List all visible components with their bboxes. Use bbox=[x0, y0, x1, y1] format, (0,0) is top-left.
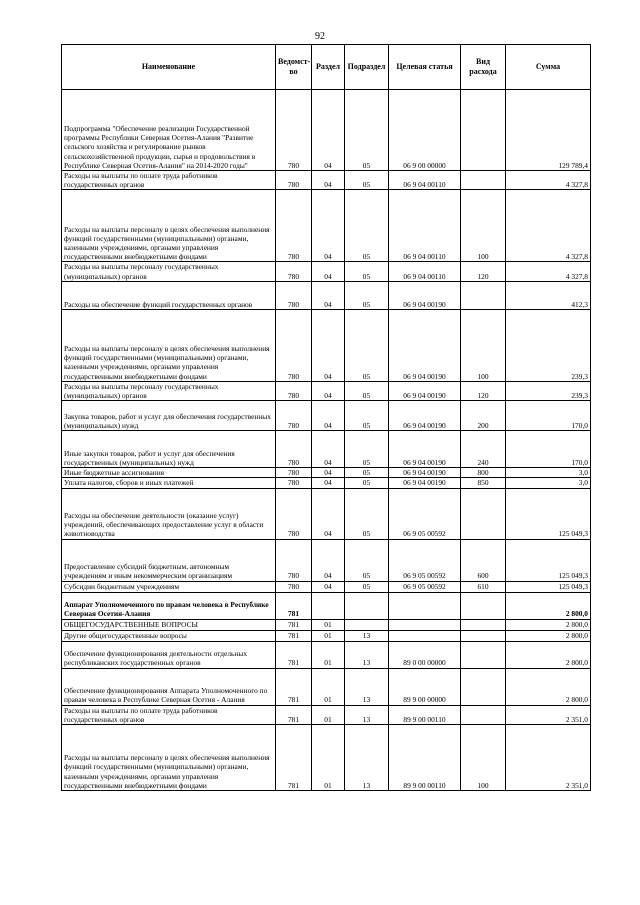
cell-ved: 780 bbox=[276, 262, 312, 281]
cell-razdel: 01 bbox=[312, 630, 345, 641]
cell-celevaya: 06 9 04 00190 bbox=[389, 309, 461, 381]
table-row bbox=[62, 381, 591, 400]
table-header-row bbox=[62, 45, 591, 90]
table-row bbox=[62, 171, 591, 190]
cell-vid: 800 bbox=[461, 468, 506, 478]
cell-podrazdel: 05 bbox=[345, 309, 389, 381]
cell-celevaya: 06 9 04 00190 bbox=[389, 431, 461, 468]
cell-ved: 781 bbox=[276, 619, 312, 630]
cell-ved: 780 bbox=[276, 190, 312, 262]
table-row bbox=[62, 539, 591, 581]
table-row bbox=[62, 431, 591, 468]
cell-ved: 780 bbox=[276, 468, 312, 478]
cell-ved: 780 bbox=[276, 281, 312, 309]
cell-celevaya: 06 9 04 00110 bbox=[389, 262, 461, 281]
cell-vid bbox=[461, 668, 506, 705]
cell-podrazdel: 05 bbox=[345, 381, 389, 400]
table-row bbox=[62, 262, 591, 281]
cell-podrazdel: 13 bbox=[345, 641, 389, 668]
cell-celevaya: 06 9 04 00110 bbox=[389, 190, 461, 262]
cell-podrazdel: 13 bbox=[345, 630, 389, 641]
cell-razdel: 04 bbox=[312, 581, 345, 592]
cell-podrazdel: 13 bbox=[345, 705, 389, 724]
cell-razdel: 04 bbox=[312, 401, 345, 431]
cell-podrazdel: 05 bbox=[345, 478, 389, 488]
cell-name: Обеспечение функционирования Аппарата Уполномоченного по правам человека в Республике Северная Осетия - Алания bbox=[62, 668, 276, 705]
cell-razdel: 04 bbox=[312, 539, 345, 581]
cell-podrazdel: 05 bbox=[345, 171, 389, 190]
cell-razdel: 01 bbox=[312, 641, 345, 668]
table-row bbox=[62, 488, 591, 539]
cell-name: Субсидии бюджетным учреждениям bbox=[62, 581, 276, 592]
cell-vid: 610 bbox=[461, 581, 506, 592]
table-row bbox=[62, 478, 591, 488]
cell-celevaya: 06 9 04 00190 bbox=[389, 381, 461, 400]
cell-summa: 2 800,0 bbox=[506, 592, 591, 619]
cell-summa: 2 351,0 bbox=[506, 725, 591, 791]
cell-razdel: 01 bbox=[312, 705, 345, 724]
cell-vid: 200 bbox=[461, 401, 506, 431]
cell-vid bbox=[461, 488, 506, 539]
cell-podrazdel bbox=[345, 592, 389, 619]
cell-razdel: 04 bbox=[312, 309, 345, 381]
cell-ved: 780 bbox=[276, 581, 312, 592]
cell-vid: 100 bbox=[461, 725, 506, 791]
cell-razdel: 04 bbox=[312, 190, 345, 262]
cell-podrazdel: 05 bbox=[345, 431, 389, 468]
cell-name: Расходы на выплаты по оплате труда работников государственных органов bbox=[62, 171, 276, 190]
col-header-celevaya: Целевая статья bbox=[389, 45, 461, 90]
table-row bbox=[62, 705, 591, 724]
cell-celevaya: 06 9 05 00592 bbox=[389, 539, 461, 581]
cell-celevaya: 06 9 05 00592 bbox=[389, 488, 461, 539]
cell-ved: 780 bbox=[276, 90, 312, 171]
cell-vid bbox=[461, 90, 506, 171]
cell-vid bbox=[461, 641, 506, 668]
cell-summa: 129 789,4 bbox=[506, 90, 591, 171]
cell-summa: 170,0 bbox=[506, 431, 591, 468]
cell-ved: 781 bbox=[276, 725, 312, 791]
cell-summa: 2 800,0 bbox=[506, 641, 591, 668]
cell-podrazdel: 05 bbox=[345, 262, 389, 281]
cell-celevaya: 06 9 04 00190 bbox=[389, 478, 461, 488]
cell-podrazdel: 05 bbox=[345, 90, 389, 171]
cell-podrazdel: 05 bbox=[345, 401, 389, 431]
cell-vid: 120 bbox=[461, 381, 506, 400]
cell-summa: 125 049,3 bbox=[506, 581, 591, 592]
cell-vid bbox=[461, 630, 506, 641]
cell-name: Уплата налогов, сборов и иных платежей bbox=[62, 478, 276, 488]
cell-vid: 850 bbox=[461, 478, 506, 488]
cell-celevaya bbox=[389, 592, 461, 619]
cell-podrazdel: 05 bbox=[345, 488, 389, 539]
col-header-vid: Вид расхода bbox=[461, 45, 506, 90]
table-row bbox=[62, 641, 591, 668]
cell-name: Предоставление субсидий бюджетным, автономным учреждениям и иным некоммерческим организациям bbox=[62, 539, 276, 581]
cell-vid bbox=[461, 705, 506, 724]
table-row bbox=[62, 90, 591, 171]
cell-name: Расходы на выплаты персоналу государственных (муниципальных) органов bbox=[62, 381, 276, 400]
cell-podrazdel bbox=[345, 619, 389, 630]
cell-summa: 3,0 bbox=[506, 468, 591, 478]
cell-name: Аппарат Уполномоченного по правам человека в Республике Северная Осетия-Алания bbox=[62, 592, 276, 619]
cell-podrazdel: 13 bbox=[345, 668, 389, 705]
table-row bbox=[62, 592, 591, 619]
cell-razdel: 04 bbox=[312, 381, 345, 400]
cell-ved: 780 bbox=[276, 488, 312, 539]
cell-summa: 2 800,0 bbox=[506, 619, 591, 630]
cell-ved: 780 bbox=[276, 381, 312, 400]
cell-razdel: 04 bbox=[312, 171, 345, 190]
cell-vid: 100 bbox=[461, 309, 506, 381]
cell-ved: 781 bbox=[276, 668, 312, 705]
cell-vid: 600 bbox=[461, 539, 506, 581]
cell-ved: 781 bbox=[276, 705, 312, 724]
cell-razdel: 04 bbox=[312, 431, 345, 468]
cell-name: Иные бюджетные ассигнования bbox=[62, 468, 276, 478]
cell-razdel: 04 bbox=[312, 281, 345, 309]
table-row bbox=[62, 468, 591, 478]
cell-razdel bbox=[312, 592, 345, 619]
page-number: 92 bbox=[315, 31, 325, 42]
cell-vid bbox=[461, 592, 506, 619]
cell-ved: 780 bbox=[276, 478, 312, 488]
cell-podrazdel: 13 bbox=[345, 725, 389, 791]
table-row bbox=[62, 630, 591, 641]
cell-vid bbox=[461, 171, 506, 190]
cell-razdel: 01 bbox=[312, 668, 345, 705]
cell-name: Расходы на выплаты персоналу государственных (муниципальных) органов bbox=[62, 262, 276, 281]
cell-razdel: 04 bbox=[312, 90, 345, 171]
cell-summa: 2 351,0 bbox=[506, 705, 591, 724]
cell-razdel: 01 bbox=[312, 619, 345, 630]
cell-name: Расходы на выплаты персоналу в целях обеспечения выполнения функций государственными (муниципальными) органами, казенными учреждениями, органами управления государственными внебюджетными фондами bbox=[62, 309, 276, 381]
cell-summa: 2 800,0 bbox=[506, 668, 591, 705]
cell-ved: 780 bbox=[276, 171, 312, 190]
cell-celevaya: 89 9 00 00110 bbox=[389, 725, 461, 791]
cell-name: Иные закупки товаров, работ и услуг для обеспечения государственных (муниципальных) нужд bbox=[62, 431, 276, 468]
col-header-podrazdel: Подраздел bbox=[345, 45, 389, 90]
cell-ved: 781 bbox=[276, 641, 312, 668]
cell-vid bbox=[461, 619, 506, 630]
cell-podrazdel: 05 bbox=[345, 539, 389, 581]
cell-summa: 4 327,8 bbox=[506, 190, 591, 262]
cell-celevaya bbox=[389, 619, 461, 630]
table-row bbox=[62, 309, 591, 381]
table-row bbox=[62, 725, 591, 791]
cell-podrazdel: 05 bbox=[345, 281, 389, 309]
cell-celevaya: 89 0 00 00000 bbox=[389, 641, 461, 668]
cell-name: Расходы на обеспечение функций государственных органов bbox=[62, 281, 276, 309]
col-header-name: Наименование bbox=[62, 45, 276, 90]
cell-name: Другие общегосударственные вопросы bbox=[62, 630, 276, 641]
cell-vid: 100 bbox=[461, 190, 506, 262]
cell-summa: 125 049,3 bbox=[506, 539, 591, 581]
cell-summa: 239,3 bbox=[506, 309, 591, 381]
cell-razdel: 04 bbox=[312, 488, 345, 539]
cell-summa: 3,0 bbox=[506, 478, 591, 488]
cell-ved: 780 bbox=[276, 431, 312, 468]
cell-name: Обеспечение функционирования деятельности отдельных республиканских государственных органов bbox=[62, 641, 276, 668]
cell-summa: 4 327,8 bbox=[506, 262, 591, 281]
cell-celevaya: 06 9 00 00000 bbox=[389, 90, 461, 171]
cell-name: Расходы на выплаты персоналу в целях обеспечения выполнения функций государственными (муниципальными) органами, казенными учреждениями, органами управления государственными внебюджетными фондами bbox=[62, 190, 276, 262]
table-row bbox=[62, 281, 591, 309]
cell-razdel: 04 bbox=[312, 468, 345, 478]
cell-name: Расходы на обеспечение деятельности (оказание услуг) учреждений, обеспечивающих предоставление услуг в области животноводства bbox=[62, 488, 276, 539]
cell-podrazdel: 05 bbox=[345, 581, 389, 592]
table-row bbox=[62, 619, 591, 630]
cell-ved: 780 bbox=[276, 401, 312, 431]
budget-table bbox=[61, 44, 591, 791]
cell-vid bbox=[461, 281, 506, 309]
cell-name: Расходы на выплаты по оплате труда работников государственных органов bbox=[62, 705, 276, 724]
cell-podrazdel: 05 bbox=[345, 468, 389, 478]
cell-celevaya: 06 9 04 00190 bbox=[389, 281, 461, 309]
col-header-ved: Ведомст-во bbox=[276, 45, 312, 90]
table-row bbox=[62, 668, 591, 705]
cell-summa: 239,3 bbox=[506, 381, 591, 400]
cell-vid: 120 bbox=[461, 262, 506, 281]
table-row bbox=[62, 190, 591, 262]
cell-name: ОБЩЕГОСУДАРСТВЕННЫЕ ВОПРОСЫ bbox=[62, 619, 276, 630]
table-row bbox=[62, 581, 591, 592]
table-row bbox=[62, 401, 591, 431]
cell-razdel: 04 bbox=[312, 478, 345, 488]
cell-name: Расходы на выплаты персоналу в целях обеспечения выполнения функций государственными (муниципальными) органами, казенными учреждениями, органами управления государственными внебюджетными фондами bbox=[62, 725, 276, 791]
cell-ved: 780 bbox=[276, 309, 312, 381]
cell-celevaya: 06 9 05 00592 bbox=[389, 581, 461, 592]
cell-celevaya bbox=[389, 630, 461, 641]
col-header-razdel: Раздел bbox=[312, 45, 345, 90]
cell-name: Закупка товаров, работ и услуг для обеспечения государственных (муниципальных) нужд bbox=[62, 401, 276, 431]
cell-ved: 781 bbox=[276, 592, 312, 619]
cell-ved: 780 bbox=[276, 539, 312, 581]
cell-celevaya: 06 9 04 00110 bbox=[389, 171, 461, 190]
cell-ved: 781 bbox=[276, 630, 312, 641]
col-header-summa: Сумма bbox=[506, 45, 591, 90]
cell-razdel: 04 bbox=[312, 262, 345, 281]
cell-celevaya: 06 9 04 00190 bbox=[389, 401, 461, 431]
cell-celevaya: 89 9 00 00000 bbox=[389, 668, 461, 705]
cell-razdel: 01 bbox=[312, 725, 345, 791]
table-body bbox=[62, 90, 591, 791]
cell-celevaya: 89 9 00 00110 bbox=[389, 705, 461, 724]
cell-vid: 240 bbox=[461, 431, 506, 468]
cell-summa: 4 327,8 bbox=[506, 171, 591, 190]
cell-celevaya: 06 9 04 00190 bbox=[389, 468, 461, 478]
cell-name: Подпрограмма "Обеспечение реализации Государственной программы Республики Северная Осетия-Алания "Развитие сельского хозяйства и регулирование рынков сельскохозяйственной продукции, сырья и продовольствия в Республике Северная Осетия-Алания" на 2014-2020 годы" bbox=[62, 90, 276, 171]
cell-podrazdel: 05 bbox=[345, 190, 389, 262]
cell-summa: 2 800,0 bbox=[506, 630, 591, 641]
cell-summa: 412,3 bbox=[506, 281, 591, 309]
cell-summa: 125 049,3 bbox=[506, 488, 591, 539]
cell-summa: 170,0 bbox=[506, 401, 591, 431]
